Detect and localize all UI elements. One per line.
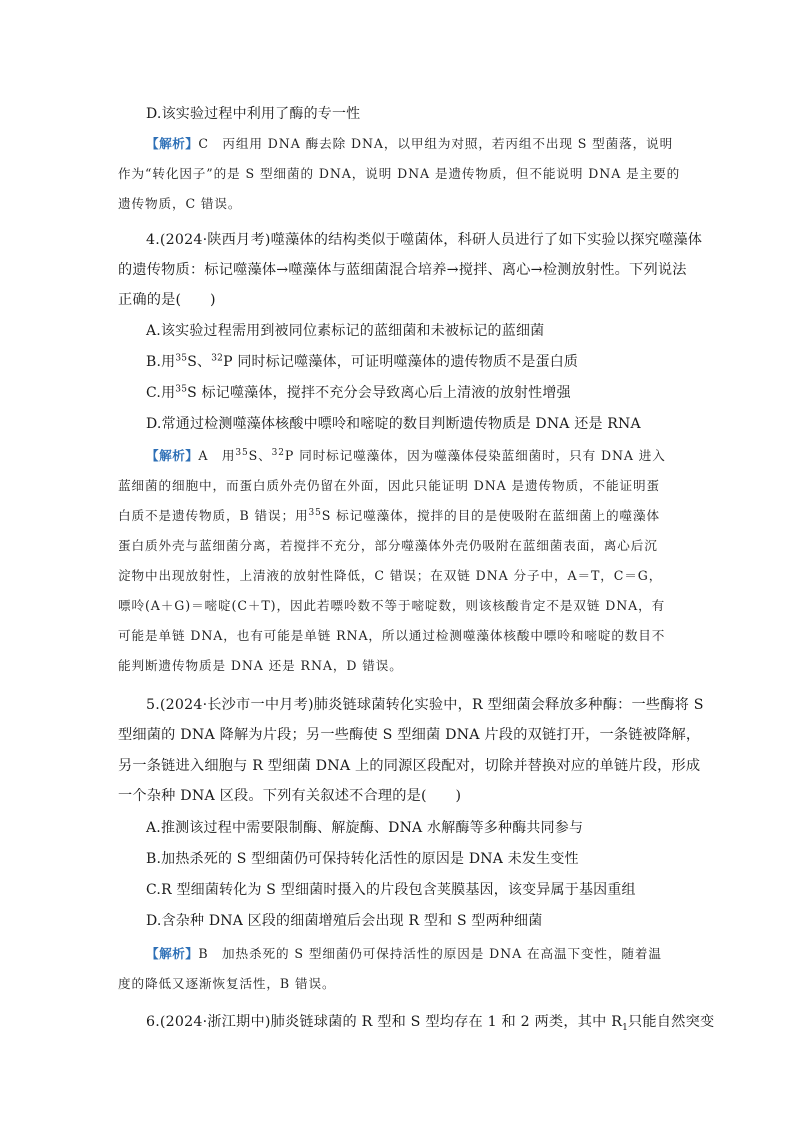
q3-option-d: D.该实验过程中利用了酶的专一性	[146, 106, 361, 122]
q4-stem-line: 的遗传物质：标记噬藻体→噬藻体与蓝细菌混合培养→搅拌、离心→检测放射性。下列说法	[118, 262, 687, 278]
analysis-tag: 【解析】	[146, 136, 199, 151]
q5-option-d: D.含杂种 DNA 区段的细菌增殖后会出现 R 型和 S 型两种细菌	[146, 913, 543, 929]
q4-stem-line: 正确的是( )	[118, 292, 216, 308]
q4-option-c: C.用$^{35}$S 标记噬藻体，搅拌不充分会导致离心后上清液的放射性增强	[146, 384, 571, 401]
q3-analysis-line: 【解析】C 丙组用 DNA 酶去除 DNA，以甲组为对照，若丙组不出现 S 型菌落，说明	[146, 136, 674, 151]
q4-option-a: A.该实验过程需用到被同位素标记的蓝细菌和未被标记的蓝细菌	[146, 323, 545, 339]
q6-stem-line: 6.(2024·浙江期中)肺炎链球菌的 R 型和 S 型均存在 1 和 2 两类，其中 $R_1$只能自然突变	[146, 1014, 715, 1033]
q5-option-c: C.R 型细菌转化为 S 型细菌时摄入的片段包含荚膜基因，该变异属于基因重组	[146, 882, 636, 898]
q5-analysis-line: 【解析】B 加热杀死的 S 型细菌仍可保持活性的原因是 DNA 在高温下变性，随着温	[146, 946, 662, 961]
q4-analysis-line: 蛋白质外壳与蓝细菌分离，若搅拌不充分，部分噬藻体外壳仍吸附在蓝细菌表面，离心后沉	[118, 538, 658, 553]
q4-analysis-line: 可能是单链 DNA，也有可能是单链 RNA，所以通过检测噬藻体核酸中嘌呤和嘧啶的数目不	[118, 628, 666, 643]
q4-stem-line: 4.(2024·陕西月考)噬藻体的结构类似于噬菌体，科研人员进行了如下实验以探究噬藻体	[146, 232, 703, 248]
q4-analysis-line: 蓝细菌的细胞中，而蛋白质外壳仍留在外面，因此只能证明 DNA 是遗传物质，不能证明蛋	[118, 478, 660, 493]
q5-stem-line: 一个杂种 DNA 区段。下列有关叙述不合理的是( )	[118, 788, 462, 804]
q3-analysis-line: 遗传物质，C 错误。	[118, 196, 242, 211]
q5-stem-line: 另一条链进入细胞与 R 型细菌 DNA 上的同源区段配对，切除并替换对应的单链片段，形成	[118, 758, 701, 774]
q4-analysis-line: 淀物中出现放射性，上清液的放射性降低，C 错误；在双链 DNA 分子中，A＝T，C＝G，	[118, 568, 663, 583]
q5-option-b: B.加热杀死的 S 型细菌仍可保持转化活性的原因是 DNA 未发生变性	[146, 851, 579, 867]
q4-analysis-line: 【解析】A 用$^{35}$S、$^{32}$P 同时标记噬藻体，因为噬藻体侵染蓝细菌时，只有 DNA 进入	[146, 447, 666, 463]
q5-stem-line: 5.(2024·长沙市一中月考)肺炎链球菌转化实验中，R 型细菌会释放多种酶：一些酶将 S	[146, 697, 704, 713]
q4-option-b: B.用$^{35}$S、$^{32}$P 同时标记噬藻体，可证明噬藻体的遗传物质不是蛋白质	[146, 353, 579, 370]
q4-option-d: D.常通过检测噬藻体核酸中嘌呤和嘧啶的数目判断遗传物质是 DNA 还是 RNA	[146, 416, 641, 432]
q4-analysis-line: 能判断遗传物质是 DNA 还是 RNA，D 错误。	[118, 658, 403, 673]
q4-analysis-line: 嘌呤(A＋G)＝嘧啶(C＋T)，因此若嘌呤数不等于嘧啶数，则该核酸肯定不是双链 DNA，有	[118, 598, 666, 613]
q5-option-a: A.推测该过程中需要限制酶、解旋酶、DNA 水解酶等多种酶共同参与	[146, 820, 584, 836]
q3-analysis-line: 作为“转化因子”的是 S 型细菌的 DNA，说明 DNA 是遗传物质，但不能说明 DNA 是主要的	[118, 166, 681, 181]
q4-analysis-line: 白质不是遗传物质，B 错误；用$^{35}$S 标记噬藻体，搅拌的目的是使吸附在蓝细菌上的噬藻体	[118, 507, 661, 523]
q5-stem-line: 型细菌的 DNA 降解为片段；另一些酶使 S 型细菌 DNA 片段的双链打开，一条链被降解，	[118, 727, 701, 743]
q5-analysis-line: 度的降低又逐渐恢复活性，B 错误。	[118, 976, 336, 991]
